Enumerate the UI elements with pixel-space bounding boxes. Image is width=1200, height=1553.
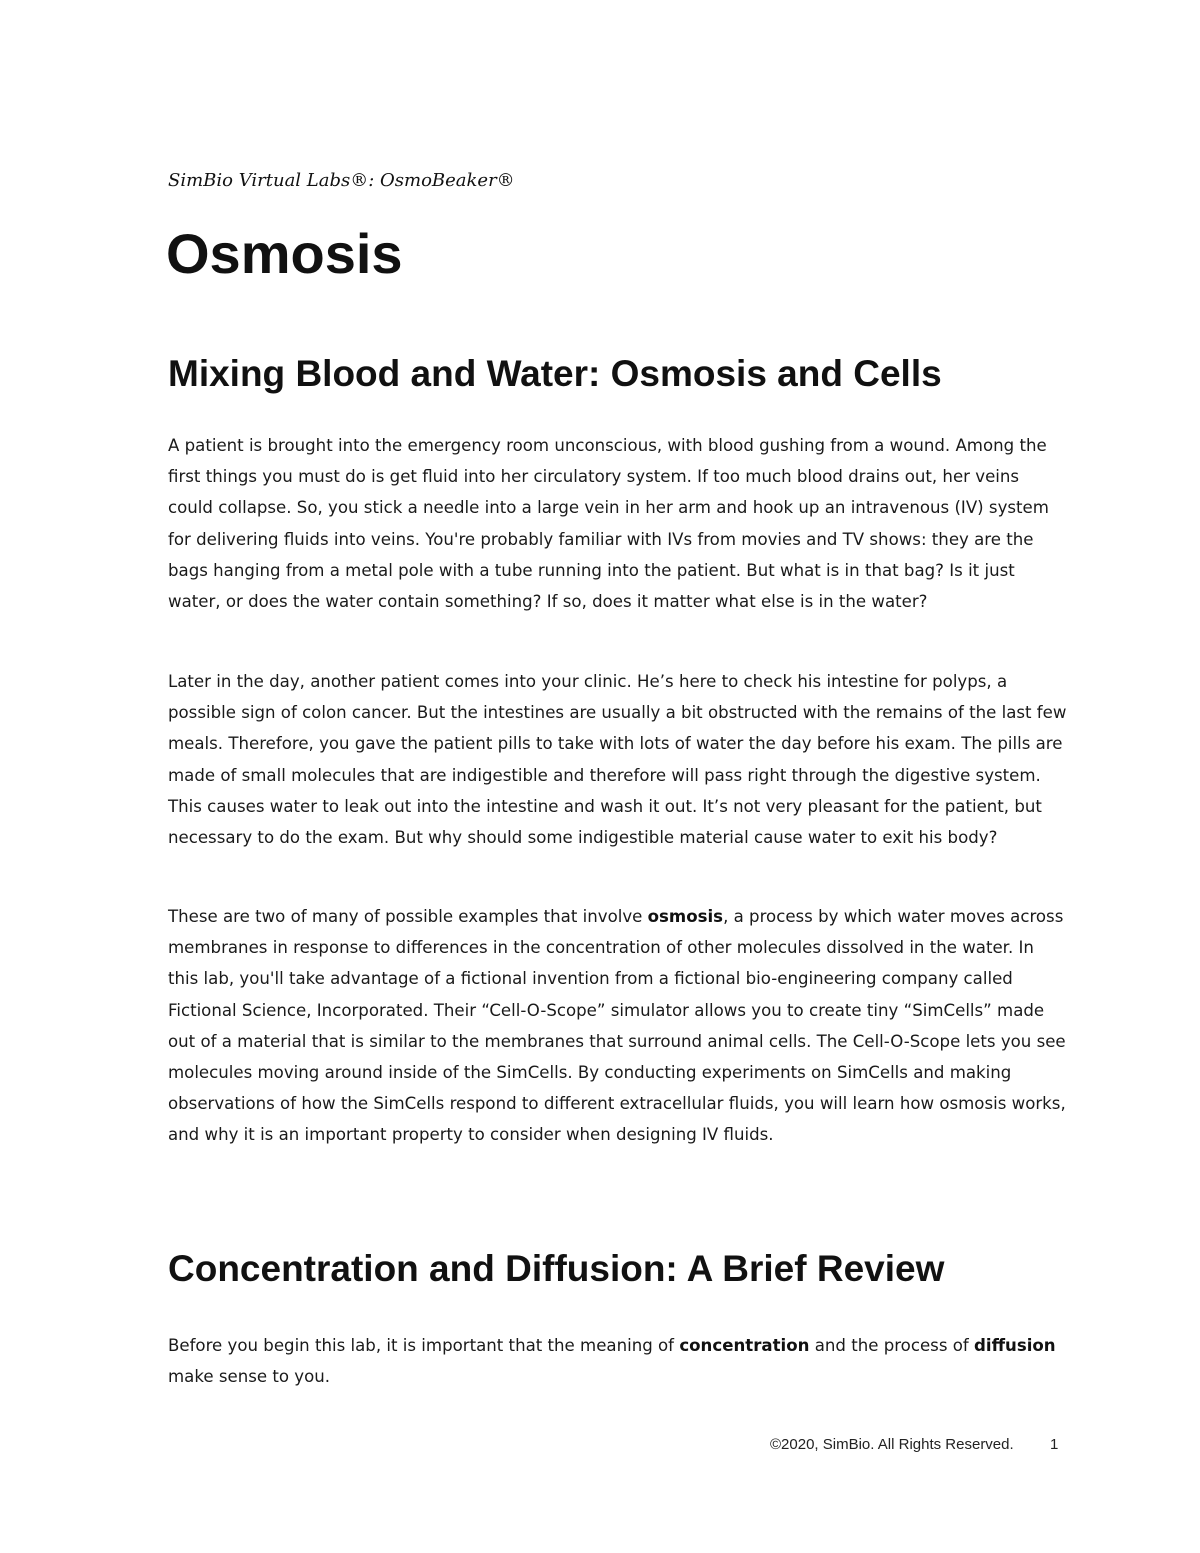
section-heading-mixing: Mixing Blood and Water: Osmosis and Cells [168, 353, 942, 394]
bold-term-diffusion: diffusion [974, 1336, 1056, 1355]
paragraph-text: , a process by which water moves across membranes in response to differences in the concentration of other molecules dissolved in the water. In this lab, you'll take advantage of a fictional invention from a fictional bio-engineering company called Fictional Science, Incorporated. Their “Cell-O-Scope” simulator allows you to create tiny “SimCells” made out of a material that is similar to the membranes that surround animal cells. The Cell-O-Scope lets you see molecules moving around inside of the SimCells. By conducting experiments on SimCells and making observations of how the SimCells respond to different extracellular fluids, you will learn how osmosis works, and why it is an important property to consider when designing IV fluids. [168, 907, 1066, 1145]
paragraph-text: make sense to you. [168, 1367, 331, 1387]
document-title: Osmosis [166, 222, 403, 285]
paragraph-text: and the process of [809, 1336, 975, 1355]
paragraph-review-intro [168, 1330, 1068, 1392]
paragraph-text: These are two of many of possible examples that involve [168, 907, 648, 926]
section-heading-concentration: Concentration and Diffusion: A Brief Review [168, 1248, 945, 1289]
footer-copyright: ©2020, SimBio. All Rights Reserved. [770, 1436, 1014, 1453]
footer-page-number: 1 [1050, 1436, 1059, 1453]
series-title: SimBio Virtual Labs®: OsmoBeaker® [168, 170, 515, 191]
paragraph-osmosis-intro [168, 901, 1068, 1151]
paragraph-colon-patient: Later in the day, another patient comes into your clinic. He’s here to check his intestine for polyps, a possible sign of colon cancer. But the intestines are usually a bit obstructed with the remains of the last few meals. Therefore, you gave the patient pills to take with lots of water the day before his exam. The pills are made of small molecules that are indigestible and therefore will pass right through the digestive system. This causes water to leak out into the intestine and wash it out. It’s not very pleasant for the patient, but necessary to do the exam. But why should some indigestible material cause water to exit his body? [168, 672, 1067, 848]
bold-term-concentration: concentration [679, 1336, 810, 1355]
bold-term-osmosis: osmosis [647, 907, 724, 926]
paragraph-emergency-patient: A patient is brought into the emergency room unconscious, with blood gushing from a wound. Among the first things you must do is get fluid into her circulatory system. If too much blood drains out, her veins could collapse. So, you stick a needle into a large vein in her arm and hook up an intravenous (IV) system for delivering fluids into veins. You're probably familiar with IVs from movies and TV shows: they are the bags hanging from a metal pole with a tube running into the patient. But what is in that bag? Is it just water, or does the water contain something? If so, does it matter what else is in the water? [168, 436, 1049, 612]
paragraph-text: Before you begin this lab, it is important that the meaning of [168, 1336, 680, 1355]
